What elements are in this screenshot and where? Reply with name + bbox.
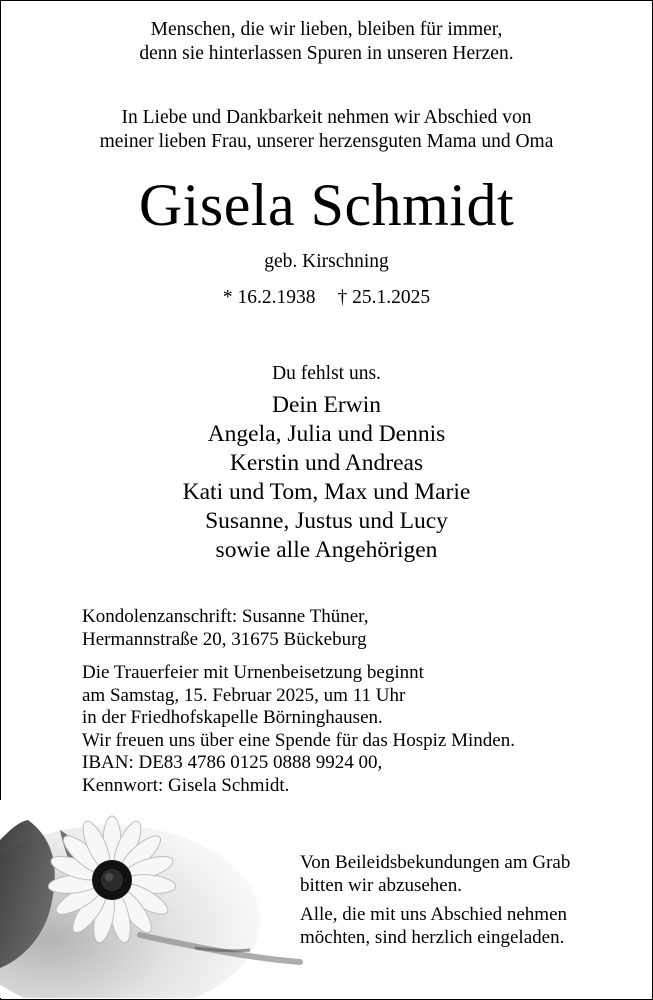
note-line: Alle, die mit uns Abschied nehmen: [300, 904, 568, 925]
invitation-note: [300, 904, 567, 949]
motto-line: Menschen, die wir lieben, bleiben für immer,: [150, 19, 503, 40]
deceased-name: Gisela Schmidt: [138, 172, 515, 238]
mourner-entry: Angela, Julia und Dennis: [207, 421, 446, 447]
mourner-entry: Kerstin und Andreas: [229, 450, 424, 476]
service-line: IBAN: DE83 4786 0125 0888 9924 00,: [82, 752, 383, 773]
life-dates: [0, 286, 653, 310]
service-info: [82, 662, 515, 797]
mourner-entry: sowie alle Angehörigen: [215, 537, 438, 563]
service-line: am Samstag, 15. Februar 2025, um 11 Uhr: [82, 684, 406, 706]
note-line: bitten wir abzusehen.: [300, 874, 462, 896]
intro-line: meiner lieben Frau, unserer herzensguten Mama und Oma: [99, 131, 554, 152]
farewell-line: Du fehlst uns.: [272, 363, 381, 384]
death-date: † 25.1.2025: [337, 287, 431, 308]
intro-text: [0, 106, 653, 154]
address-line: Hermannstraße 20, 31675 Bückeburg: [82, 628, 367, 650]
service-line: Kennwort: Gisela Schmidt.: [82, 774, 290, 796]
condolence-request: [300, 852, 570, 897]
address-line: Kondolenzanschrift: Susanne Thüner,: [82, 606, 369, 627]
service-line: Wir freuen uns über eine Spende für das Hospiz Minden.: [82, 729, 515, 751]
birth-name: geb. Kirschning: [264, 251, 389, 272]
birth-date: * 16.2.1938: [222, 287, 316, 308]
mourner-entry: Kati und Tom, Max und Marie: [182, 479, 471, 505]
note-line: möchten, sind herzlich eingeladen.: [300, 926, 565, 948]
note-line: Von Beileidsbekundungen am Grab: [300, 852, 571, 873]
mourners-list: [0, 391, 653, 565]
mourner-entry: Susanne, Justus und Lucy: [205, 508, 448, 534]
service-line: Die Trauerfeier mit Urnenbeisetzung beginnt: [82, 662, 424, 683]
condolence-address: [82, 606, 368, 651]
intro-line: In Liebe und Dankbarkeit nehmen wir Abschied von: [121, 107, 532, 128]
service-line: in der Friedhofskapelle Börninghausen.: [82, 707, 383, 728]
gerbera-flower-image: [0, 800, 340, 998]
motto-verse: [0, 18, 653, 66]
mourner-entry: Dein Erwin: [272, 392, 381, 418]
motto-line: denn sie hinterlassen Spuren in unseren Herzen.: [139, 43, 514, 64]
